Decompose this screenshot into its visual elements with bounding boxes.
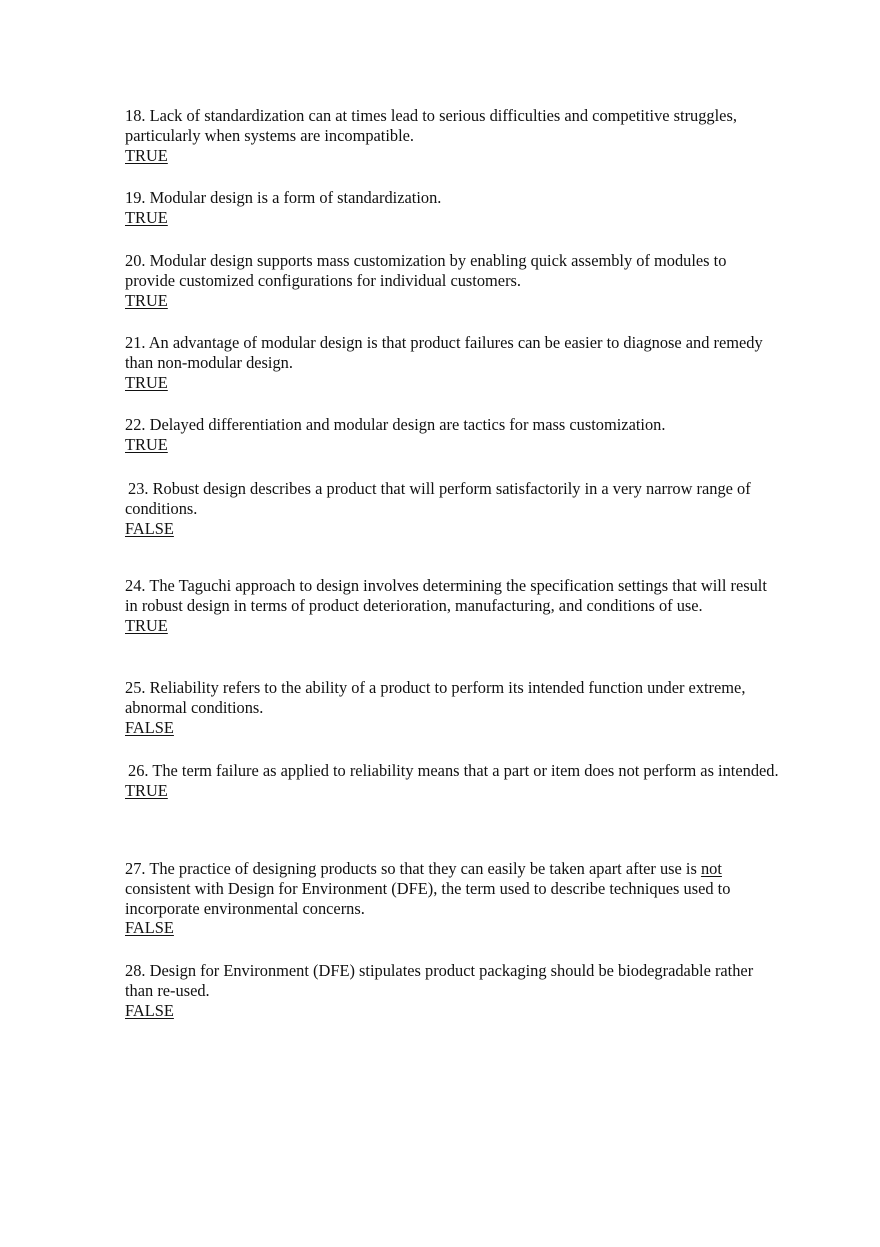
answer-label: TRUE xyxy=(125,290,168,310)
question-22 xyxy=(125,415,780,455)
question-text xyxy=(125,678,780,718)
question-text xyxy=(125,961,780,1001)
question-body: Design for Environment (DFE) stipulates product packaging should be biodegradable rather than re-used. xyxy=(125,961,754,1000)
question-25 xyxy=(125,678,780,737)
answer-label: TRUE xyxy=(125,434,168,454)
question-body: The Taguchi approach to design involves determining the specification settings that will result in robust design in terms of product deterioration, manufacturing, and conditions of use. xyxy=(125,576,767,615)
question-number: 19. xyxy=(125,188,146,207)
answer-label: FALSE xyxy=(125,518,174,538)
question-27 xyxy=(125,859,780,938)
question-text xyxy=(125,251,780,291)
question-body: The term failure as applied to reliability means that a part or item does not perform as intended. xyxy=(152,761,779,780)
question-body: Robust design describes a product that will perform satisfactorily in a very narrow range of conditions. xyxy=(125,479,751,518)
question-26 xyxy=(125,761,780,801)
question-body: Delayed differentiation and modular design are tactics for mass customization. xyxy=(149,415,666,434)
question-24 xyxy=(125,576,780,635)
question-text xyxy=(125,859,780,918)
answer-label: FALSE xyxy=(125,1000,174,1020)
question-text xyxy=(125,761,780,781)
question-20 xyxy=(125,251,780,310)
question-body-start: The practice of designing products so that they can easily be taken apart after use is xyxy=(149,859,697,878)
question-number: 21. xyxy=(125,333,146,352)
question-18 xyxy=(125,106,780,165)
question-body: Reliability refers to the ability of a product to perform its intended function under extreme, abnormal conditions. xyxy=(125,678,746,717)
question-number: 25. xyxy=(125,678,146,697)
answer-label: FALSE xyxy=(125,717,174,737)
answer-label: FALSE xyxy=(125,918,174,938)
answer-label: TRUE xyxy=(125,615,168,635)
question-text xyxy=(125,415,780,435)
question-21 xyxy=(125,333,780,392)
question-body: Lack of standardization can at times lead to serious difficulties and competitive struggles, particularly when systems are incompatible. xyxy=(125,106,737,145)
question-text xyxy=(125,106,780,146)
question-number: 27. xyxy=(125,859,146,878)
question-body-end: consistent with Design for Environment (DFE), the term used to describe techniques used to incorporate environmental concerns. xyxy=(125,878,731,918)
question-text xyxy=(125,479,780,519)
answer-label: TRUE xyxy=(125,145,168,165)
answer-label: TRUE xyxy=(125,372,168,392)
question-number: 20. xyxy=(125,251,146,270)
question-number: 18. xyxy=(125,106,146,125)
question-body: Modular design supports mass customization by enabling quick assembly of modules to provide customized configurations for individual customers. xyxy=(125,251,727,290)
question-28 xyxy=(125,961,780,1020)
question-number: 24. xyxy=(125,576,146,595)
question-number: 23. xyxy=(128,479,149,498)
question-number: 22. xyxy=(125,415,146,434)
question-emphasis: not xyxy=(700,859,722,878)
question-text xyxy=(125,333,780,373)
answer-label: TRUE xyxy=(125,780,168,800)
question-19 xyxy=(125,188,780,228)
question-23 xyxy=(125,479,780,538)
question-number: 28. xyxy=(125,961,146,980)
question-body: An advantage of modular design is that product failures can be easier to diagnose and remedy than non-modular design. xyxy=(125,333,763,372)
question-number: 26. xyxy=(128,761,149,780)
question-text xyxy=(125,188,780,208)
question-text xyxy=(125,576,780,616)
question-body: Modular design is a form of standardization. xyxy=(149,188,442,207)
answer-label: TRUE xyxy=(125,207,168,227)
